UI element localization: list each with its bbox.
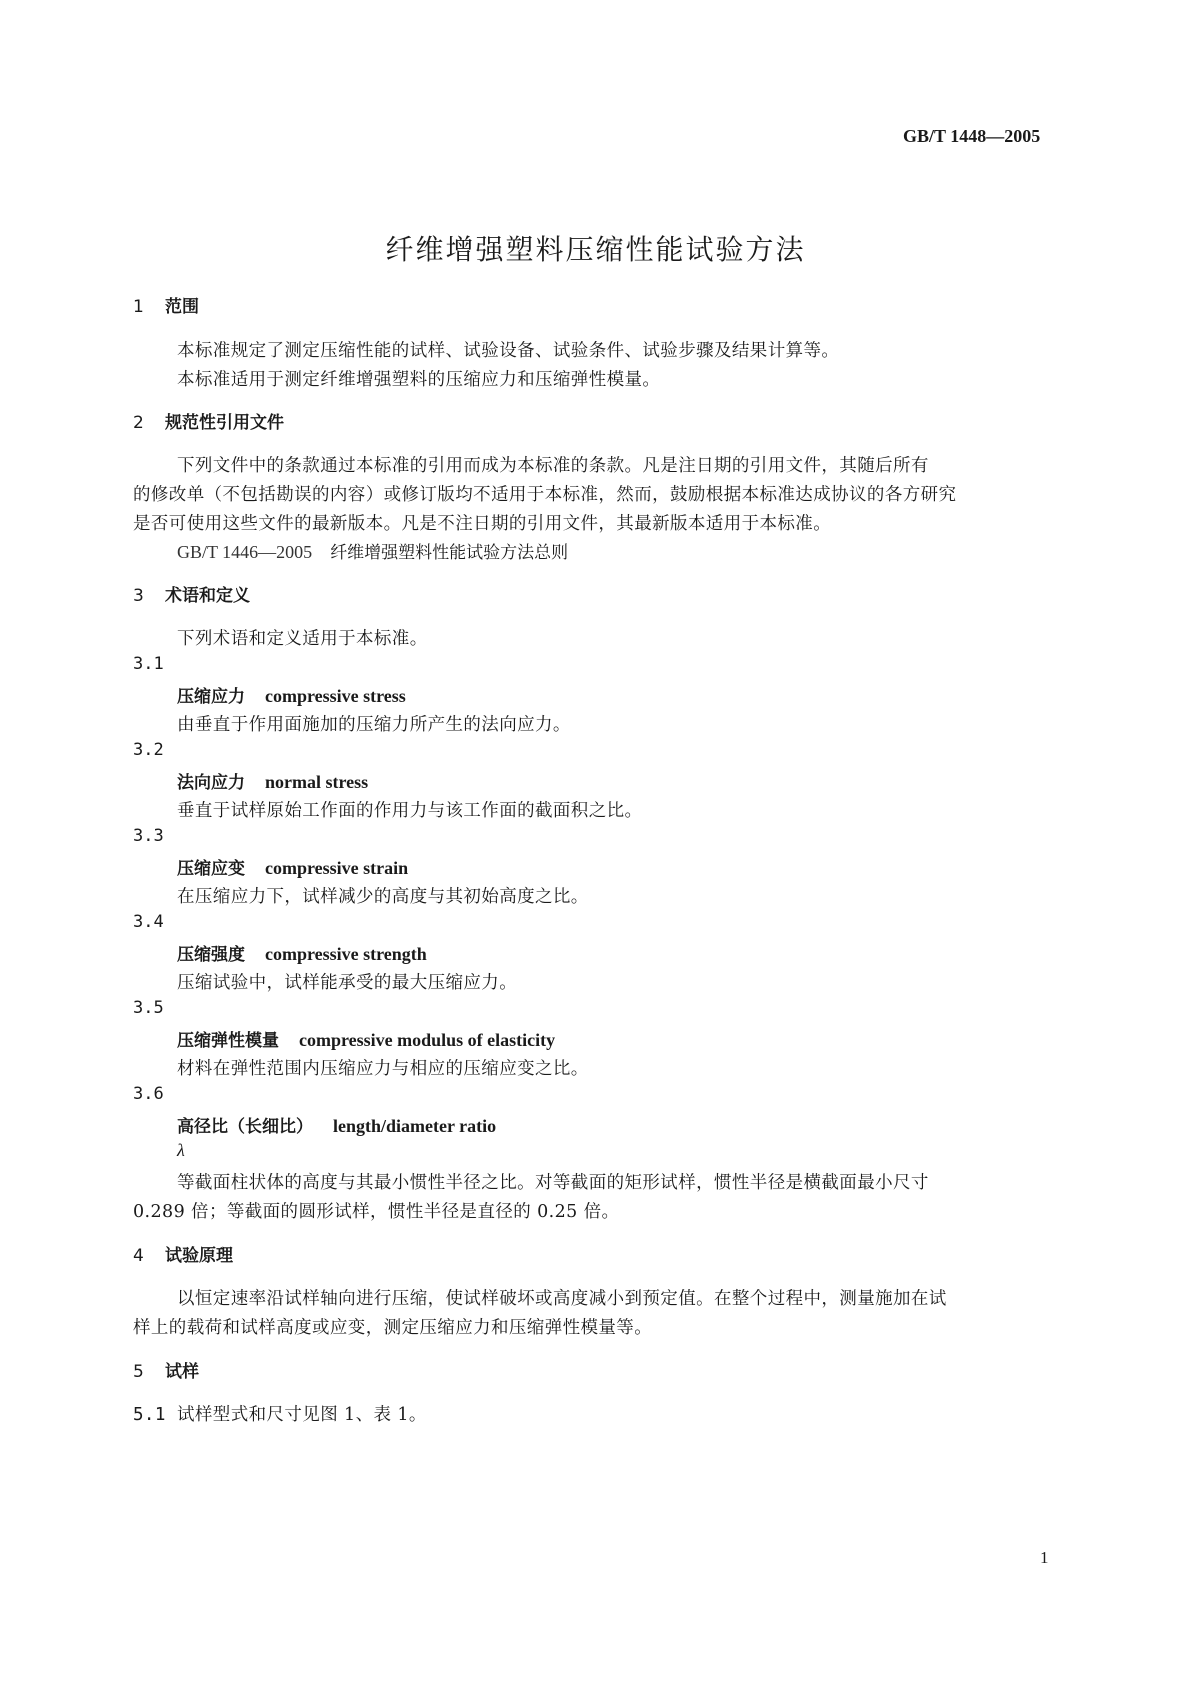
term-entry bbox=[177, 940, 427, 965]
term-entry bbox=[177, 682, 406, 707]
paragraph-line: 是否可使用这些文件的最新版本。凡是不注日期的引用文件，其最新版本适用于本标准。 bbox=[133, 514, 832, 534]
subclause bbox=[133, 1401, 427, 1426]
term-number: 3.1 bbox=[133, 654, 164, 674]
term-en: length/diameter ratio bbox=[333, 1116, 497, 1136]
term-number: 3.4 bbox=[133, 912, 164, 932]
paragraph-line: 以恒定速率沿试样轴向进行压缩，使试样破坏或高度减小到预定值。在整个过程中，测量施加在试 bbox=[177, 1289, 947, 1309]
section-number: 3 bbox=[133, 586, 144, 606]
paragraph-line: 样上的载荷和试样高度或应变，测定压缩应力和压缩弹性模量等。 bbox=[133, 1318, 653, 1338]
term-definition: 材料在弹性范围内压缩应力与相应的压缩应变之比。 bbox=[177, 1059, 589, 1079]
term-number: 3.2 bbox=[133, 740, 164, 760]
section-number: 4 bbox=[133, 1246, 144, 1266]
term-number: 3.5 bbox=[133, 998, 164, 1018]
term-en: normal stress bbox=[265, 772, 369, 792]
section-number: 2 bbox=[133, 413, 144, 433]
term-definition: 在压缩应力下，试样减少的高度与其初始高度之比。 bbox=[177, 887, 589, 907]
term-en: compressive strain bbox=[265, 858, 409, 878]
paragraph-line: 下列文件中的条款通过本标准的引用而成为本标准的条款。凡是注日期的引用文件，其随后所有 bbox=[177, 456, 929, 476]
paragraph: 本标准适用于测定纤维增强塑料的压缩应力和压缩弹性模量。 bbox=[177, 370, 661, 390]
term-number: 3.6 bbox=[133, 1084, 164, 1104]
section-number: 1 bbox=[133, 297, 144, 317]
term-en: compressive strength bbox=[265, 944, 427, 964]
section-title: 规范性引用文件 bbox=[165, 413, 284, 433]
term-number: 3.3 bbox=[133, 826, 164, 846]
term-zh: 压缩弹性模量 bbox=[177, 1031, 279, 1051]
term-definition: 垂直于试样原始工作面的作用力与该工作面的截面积之比。 bbox=[177, 801, 643, 821]
paragraph-line: 的修改单（不包括勘误的内容）或修订版均不适用于本标准，然而，鼓励根据本标准达成协议的各方研究 bbox=[133, 485, 957, 505]
term-entry bbox=[177, 1026, 555, 1051]
subclause-text: 试样型式和尺寸见图 1、表 1。 bbox=[177, 1405, 427, 1425]
term-entry bbox=[177, 768, 368, 793]
section-heading-5 bbox=[133, 1357, 199, 1382]
section-heading-2 bbox=[133, 408, 284, 433]
term-definition-line: 0.289 倍；等截面的圆形试样，惯性半径是直径的 0.25 倍。 bbox=[133, 1202, 620, 1222]
term-definition: 由垂直于作用面施加的压缩力所产生的法向应力。 bbox=[177, 715, 571, 735]
term-zh: 压缩应变 bbox=[177, 859, 245, 879]
document-title: 纤维增强塑料压缩性能试验方法 bbox=[385, 233, 806, 266]
term-entry bbox=[177, 1112, 496, 1137]
section-heading-3 bbox=[133, 581, 250, 606]
section-heading-1 bbox=[133, 292, 199, 317]
term-zh: 高径比（长细比） bbox=[177, 1117, 313, 1137]
paragraph: 本标准规定了测定压缩性能的试样、试验设备、试验条件、试验步骤及结果计算等。 bbox=[177, 341, 840, 361]
term-zh: 压缩强度 bbox=[177, 945, 245, 965]
section-title: 术语和定义 bbox=[165, 586, 250, 606]
section-heading-4 bbox=[133, 1241, 233, 1266]
section-title: 试验原理 bbox=[165, 1246, 233, 1266]
section-title: 范围 bbox=[165, 297, 199, 317]
section-number: 5 bbox=[133, 1362, 144, 1382]
term-entry bbox=[177, 854, 408, 879]
term-definition: 压缩试验中，试样能承受的最大压缩应力。 bbox=[177, 973, 518, 993]
reference-name: 纤维增强塑料性能试验方法总则 bbox=[330, 543, 569, 563]
reference-code: GB/T 1446—2005 bbox=[177, 542, 313, 562]
subclause-number: 5.1 bbox=[133, 1405, 166, 1425]
page-number: 1 bbox=[1040, 1548, 1049, 1567]
term-symbol: λ bbox=[177, 1140, 185, 1160]
section-title: 试样 bbox=[165, 1362, 199, 1382]
paragraph: 下列术语和定义适用于本标准。 bbox=[177, 629, 428, 649]
term-zh: 压缩应力 bbox=[177, 687, 245, 707]
normative-reference bbox=[177, 538, 568, 563]
term-definition-line: 等截面柱状体的高度与其最小惯性半径之比。对等截面的矩形试样，惯性半径是横截面最小尺寸 bbox=[177, 1173, 929, 1193]
term-en: compressive stress bbox=[265, 686, 406, 706]
term-en: compressive modulus of elasticity bbox=[299, 1030, 556, 1050]
document-code: GB/T 1448—2005 bbox=[903, 126, 1041, 146]
term-zh: 法向应力 bbox=[177, 773, 245, 793]
